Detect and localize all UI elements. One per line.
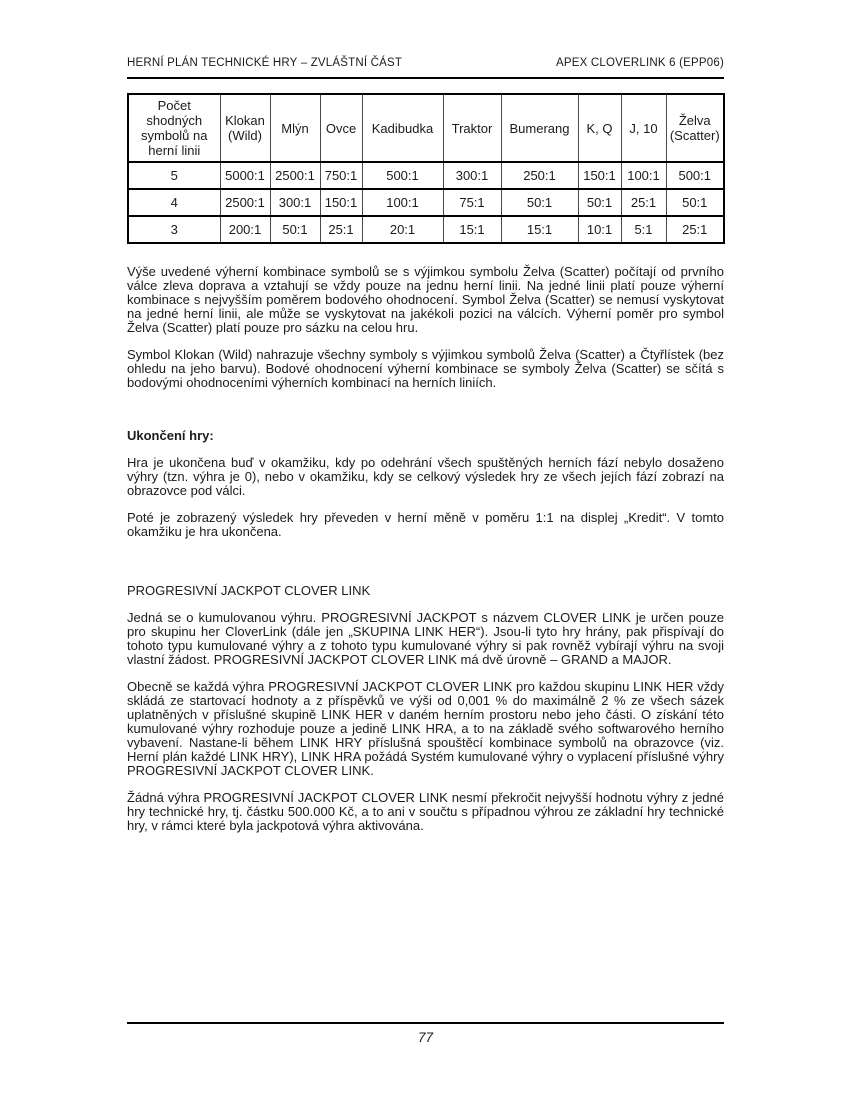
table-header-cell: Ovce	[320, 94, 362, 162]
footer-rule	[127, 1022, 724, 1024]
table-cell: 100:1	[362, 189, 443, 216]
table-header-row	[128, 94, 724, 162]
table-header-cell: Mlýn	[270, 94, 320, 162]
table-cell: 3	[128, 216, 220, 243]
table-header-cell: Klokan (Wild)	[220, 94, 270, 162]
table-row	[128, 189, 724, 216]
table-cell: 50:1	[666, 189, 724, 216]
table-row	[128, 162, 724, 189]
table-header-cell: Kadibudka	[362, 94, 443, 162]
table-cell: 15:1	[501, 216, 578, 243]
table-cell: 200:1	[220, 216, 270, 243]
header-rule	[127, 77, 724, 79]
table-cell: 10:1	[578, 216, 621, 243]
table-cell: 25:1	[666, 216, 724, 243]
page-content	[127, 0, 724, 833]
heading-progressive-jackpot: PROGRESIVNÍ JACKPOT CLOVER LINK	[127, 583, 371, 598]
paragraph-jackpot-3: Žádná výhra PROGRESIVNÍ JACKPOT CLOVER LINK nesmí překročit nejvyšší hodnotu výhry z jedné hry technické hry, tj. částku 500.000 Kč, a to ani v součtu s případnou výhrou ze základní hry technické hry, v rámci které byla jackpotová výhra aktivována.	[127, 790, 724, 833]
table-cell: 2500:1	[220, 189, 270, 216]
table-cell: 50:1	[270, 216, 320, 243]
page-number: 77	[417, 1030, 434, 1045]
table-cell: 250:1	[501, 162, 578, 189]
table-header-cell: Bumerang	[501, 94, 578, 162]
paragraph-wild-symbol: Symbol Klokan (Wild) nahrazuje všechny symboly s výjimkou symbolů Želva (Scatter) a Čtyřlístek (bez ohledu na jeho barvu). Bodové ohodnocení výherní kombinace se symboly Želva (Scatter) se sčítá s bodovými ohodnoceními výherních kombinací na herních liniích.	[127, 347, 724, 390]
table-cell: 75:1	[443, 189, 501, 216]
table-header-cell: Želva (Scatter)	[666, 94, 724, 162]
table-cell: 50:1	[578, 189, 621, 216]
paragraph-game-end-2: Poté je zobrazený výsledek hry převeden v herní měně v poměru 1:1 na displej „Kredit“. V tomto okamžiku je hra ukončena.	[127, 510, 724, 539]
table-header-cell: J, 10	[621, 94, 666, 162]
table-cell: 4	[128, 189, 220, 216]
paragraph-winning-combinations: Výše uvedené výherní kombinace symbolů se s výjimkou symbolu Želva (Scatter) počítají od prvního válce zleva doprava a vztahují se vždy pouze na jednu herní linii. Na jedné linii platí pouze výherní kombinace s nejvyšším poměrem bodového ohodnocení. Symbol Želva (Scatter) se nemusí vyskytovat na jedné herní linii, ale může se vyskytovat na jakékoli pozici na válcích. Výherní poměr pro symbol Želva (Scatter) platí pouze pro sázku na celou hru.	[127, 264, 724, 335]
table-cell: 5	[128, 162, 220, 189]
page-header	[127, 0, 724, 69]
table-cell: 20:1	[362, 216, 443, 243]
table-cell: 150:1	[320, 189, 362, 216]
table-cell: 300:1	[443, 162, 501, 189]
table-cell: 2500:1	[270, 162, 320, 189]
table-header-cell: Traktor	[443, 94, 501, 162]
paragraph-jackpot-2: Obecně se každá výhra PROGRESIVNÍ JACKPOT CLOVER LINK pro každou skupinu LINK HER vždy skládá ze startovací hodnoty a z příspěvků ve výši od 0,001 % do maximálně 2 % ze všech sázek uplatněných v příslušné skupině LINK HER v daném herním prostoru nebo jeho části. O získání této kumulované výhry rozhoduje pouze a jedině LINK HRA, a to na základě svého softwarového herního vybavení. Nastane-li během LINK HRY příslušná spouštěcí kombinace symbolů na obrazovce (viz. Herní plán každé LINK HRY), LINK HRA požádá Systém kumulované výhry o vyplacení příslušné výhry PROGRESIVNÍ JACKPOT CLOVER LINK.	[127, 679, 724, 778]
table-cell: 5:1	[621, 216, 666, 243]
table-cell: 150:1	[578, 162, 621, 189]
table-cell: 15:1	[443, 216, 501, 243]
heading-game-end: Ukončení hry:	[127, 428, 214, 443]
table-cell: 750:1	[320, 162, 362, 189]
table-cell: 50:1	[501, 189, 578, 216]
table-cell: 300:1	[270, 189, 320, 216]
header-left-title: HERNÍ PLÁN TECHNICKÉ HRY – ZVLÁŠTNÍ ČÁST	[127, 57, 403, 69]
table-cell: 25:1	[621, 189, 666, 216]
payout-table	[127, 93, 725, 244]
paragraph-game-end-1: Hra je ukončena buď v okamžiku, kdy po odehrání všech spuštěných herních fází nebylo dosaženo výhry (tzn. výhra je 0), nebo v okamžiku, kdy se celkový výsledek hry ze všech jejích fází zobrazí na obrazovce pod válci.	[127, 455, 724, 498]
paragraph-jackpot-1: Jedná se o kumulovanou výhru. PROGRESIVNÍ JACKPOT s názvem CLOVER LINK je určen pouze pro skupinu her CloverLink (dále jen „SKUPINA LINK HER“). Jsou-li tyto hry hrány, pak přispívají do tohoto typu kumulované výhry a z tohoto typu kumulované výhry si pak rovněž vybírají výhru na svoji vlastní žádost. PROGRESIVNÍ JACKPOT CLOVER LINK má dvě úrovně – GRAND a MAJOR.	[127, 610, 724, 667]
table-cell: 500:1	[666, 162, 724, 189]
table-row	[128, 216, 724, 243]
table-cell: 100:1	[621, 162, 666, 189]
table-cell: 5000:1	[220, 162, 270, 189]
table-header-cell: K, Q	[578, 94, 621, 162]
header-right-title: APEX CLOVERLINK 6 (EPP06)	[556, 57, 724, 69]
table-header-cell: Počet shodných symbolů na herní linii	[128, 94, 220, 162]
table-cell: 25:1	[320, 216, 362, 243]
table-cell: 500:1	[362, 162, 443, 189]
